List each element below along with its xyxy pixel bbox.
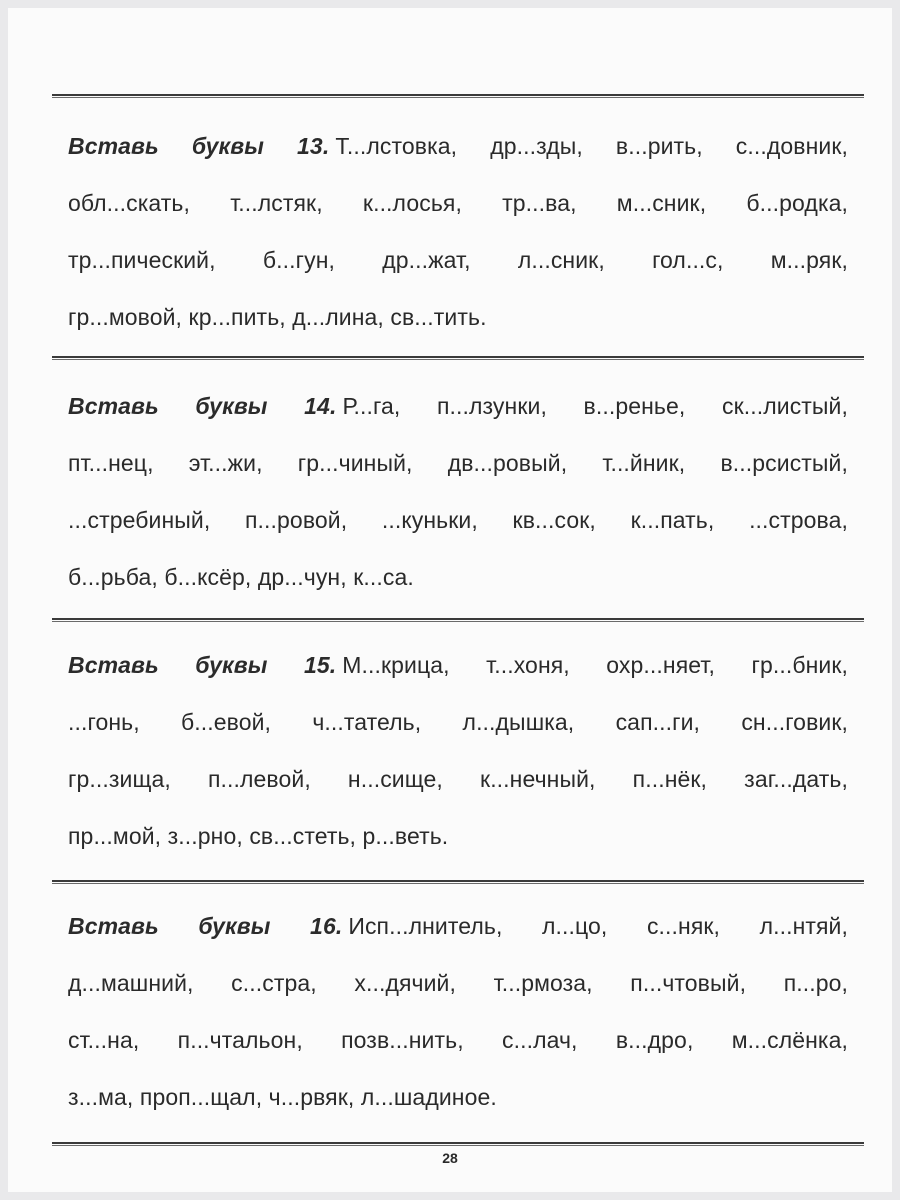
exercise-heading: Вставь буквы 14. [68,393,337,419]
divider-bottom [52,1142,864,1146]
exercise-line: ...гонь, б...евой, ч...татель, л...дышка, сап...ги, сн...говик, [68,709,848,735]
divider-top [52,94,864,98]
exercise-line: гр...мовой, кр...пить, д...лина, св...тить. [68,304,487,330]
exercise-text: Р...га, п...лзунки, в...ренье, ск...листый, [342,393,848,419]
exercise-heading: Вставь буквы 16. [68,913,343,939]
exercise-line: ...стребиный, п...ровой, ...куньки, кв...сок, к...пать, ...строва, [68,507,848,533]
exercise-text: Т...лстовка, др...зды, в...рить, с...довник, [335,133,849,159]
exercise-line: з...ма, проп...щал, ч...рвяк, л...шадиное. [68,1084,497,1110]
exercise-16 [68,911,848,1139]
exercise-15 [68,650,848,878]
exercise-line: пр...мой, з...рно, св...стеть, р...веть. [68,823,449,849]
exercise-heading: Вставь буквы 15. [68,652,337,678]
exercise-line [68,911,848,968]
exercise-text: М...крица, т...хоня, охр...няет, гр...бник, [342,652,848,678]
exercise-text: Исп...лнитель, л...цо, с...няк, л...нтяй, [348,913,848,939]
exercise-14 [68,391,848,619]
exercise-line: д...машний, с...стра, х...дячий, т...рмоза, п...чтовый, п...ро, [68,970,848,996]
exercise-line [68,391,848,448]
exercise-line [68,650,848,707]
exercise-line: тр...пический, б...гун, др...жат, л...сник, гол...с, м...ряк, [68,247,848,273]
exercise-line: пт...нец, эт...жи, гр...чиный, дв...ровый, т...йник, в...рсистый, [68,450,848,476]
exercise-line: обл...скать, т...лстяк, к...лосья, тр...ва, м...сник, б...родка, [68,190,848,216]
exercise-line [68,131,848,188]
exercise-heading: Вставь буквы 13. [68,133,330,159]
exercise-line: ст...на, п...чтальон, позв...нить, с...лач, в...дро, м...слёнка, [68,1027,848,1053]
exercise-13 [68,131,848,359]
page-number: 28 [442,1150,458,1166]
divider-3 [52,880,864,884]
exercise-line: гр...зища, п...левой, н...сище, к...нечный, п...нёк, заг...дать, [68,766,848,792]
exercise-line: б...рьба, б...ксёр, др...чун, к...са. [68,564,414,590]
